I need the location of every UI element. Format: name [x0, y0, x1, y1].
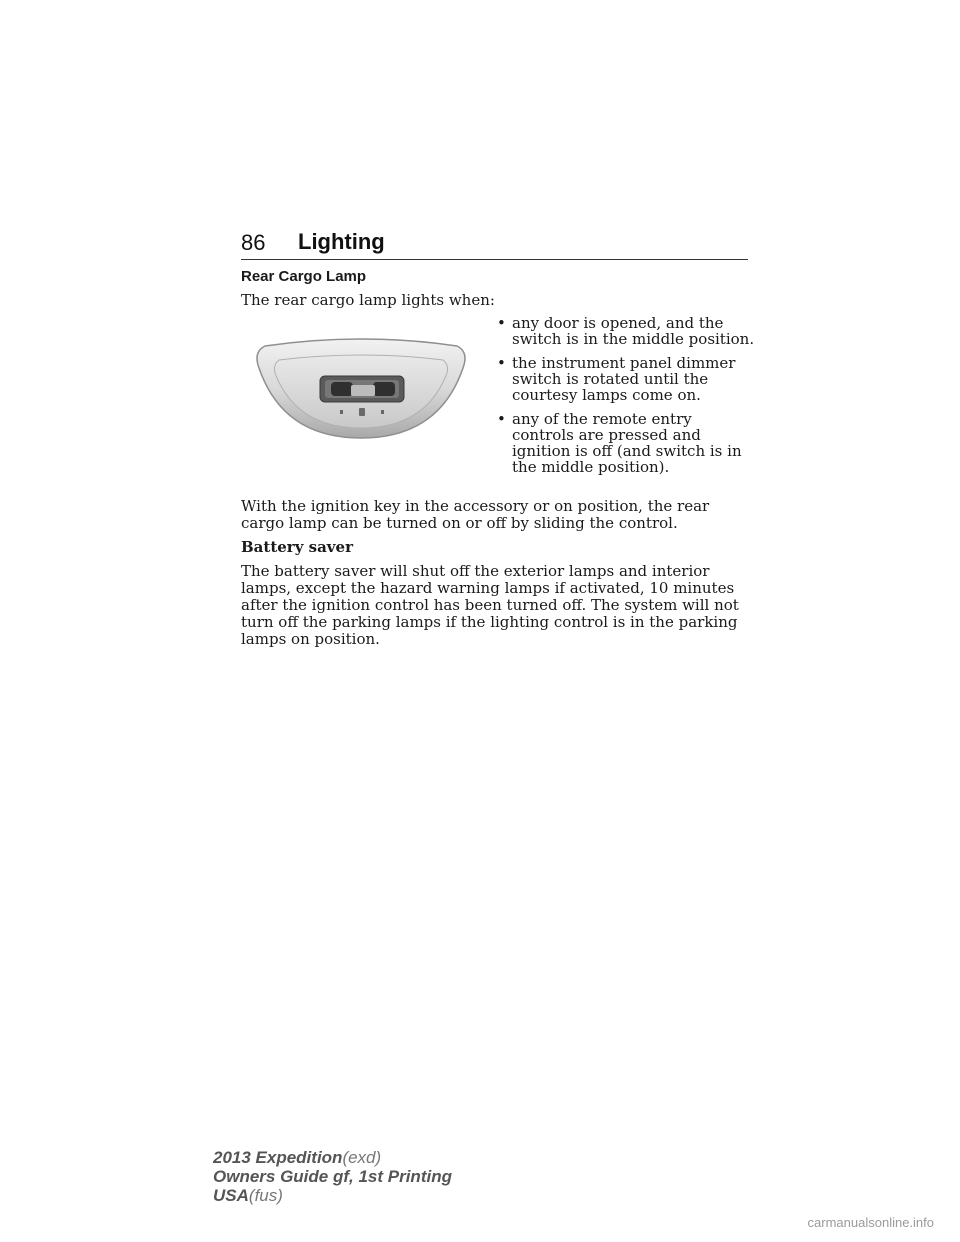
footer-model: 2013 Expedition	[213, 1148, 343, 1167]
bullet-text: any door is opened, and the switch is in the middle position.	[512, 314, 755, 348]
list-item	[497, 411, 757, 475]
battery-saver-paragraph: The battery saver will shut off the exterior lamps and interior lamps, except the hazard warning lamps if activated, 10 minutes after the ignition control has been turned off. The system will not turn off the parking lamps if the lighting control is in the parking lamps on position.	[241, 562, 739, 648]
document-footer	[213, 1148, 452, 1205]
footer-market: USA	[213, 1186, 249, 1205]
rear-cargo-heading: Rear Cargo Lamp	[241, 268, 367, 285]
rear-cargo-intro: The rear cargo lamp lights when:	[241, 291, 495, 309]
battery-saver-heading: Battery saver	[241, 538, 353, 556]
footer-guide: Owners Guide gf, 1st Printing	[213, 1167, 452, 1186]
footer-market-code: (fus)	[248, 1186, 283, 1205]
cargo-lamp-icon	[255, 336, 467, 440]
page-number: 86	[241, 230, 266, 255]
ignition-paragraph: With the ignition key in the accessory or on position, the rear cargo lamp can be turned on or off by sliding the control.	[241, 497, 710, 532]
section-title: Lighting	[298, 229, 385, 254]
bullet-text: the instrument panel dimmer switch is rotated until the courtesy lamps come on.	[512, 354, 736, 404]
footer-model-code: (exd)	[342, 1148, 382, 1167]
header-rule	[241, 259, 748, 260]
list-item	[497, 315, 757, 347]
watermark: carmanualsonline.info	[807, 1215, 934, 1230]
bullet-text: any of the remote entry controls are pressed and ignition is off (and switch is in the middle position).	[512, 410, 742, 476]
list-item	[497, 355, 757, 403]
bullet-icon: •	[497, 354, 506, 372]
rear-cargo-bullet-list	[497, 315, 757, 483]
bullet-icon: •	[497, 314, 506, 332]
bullet-icon: •	[497, 410, 506, 428]
